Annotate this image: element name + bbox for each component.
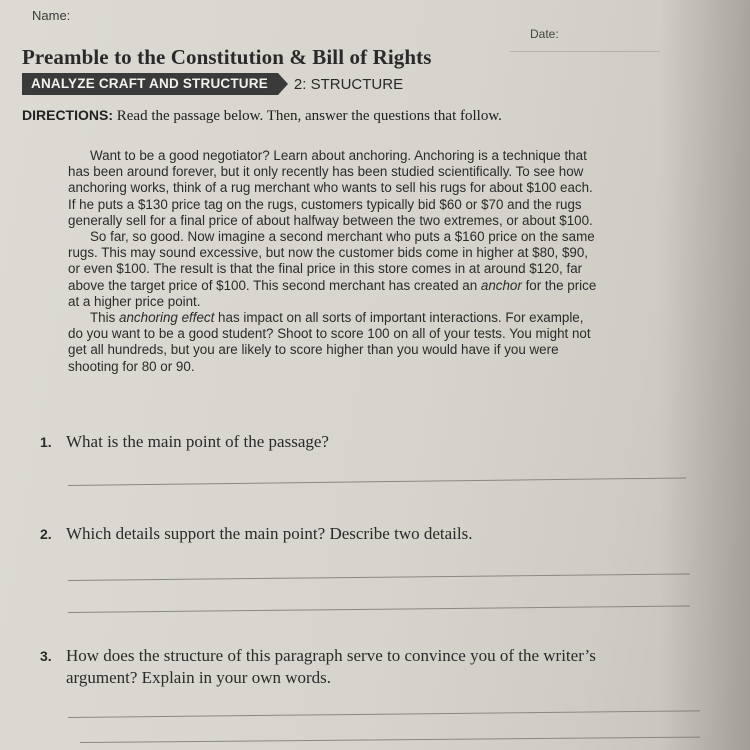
passage-text: for the price at a higher price point. (68, 277, 597, 309)
page-title: Preamble to the Constitution & Bill of Rights (22, 45, 432, 69)
passage-text: This (90, 310, 120, 326)
question-number: 3. (40, 648, 52, 664)
answer-line-3a[interactable] (68, 710, 700, 718)
date-label: Date: (530, 27, 559, 41)
answer-line-2b[interactable] (68, 605, 690, 613)
reading-passage (68, 148, 598, 375)
emphasis-anchoring-effect: anchoring effect (119, 310, 215, 326)
date-underline (510, 51, 660, 52)
question-3 (40, 645, 680, 689)
directions-text: Read the passage below. Then, answer the questions that follow. (113, 108, 502, 124)
question-2 (40, 524, 472, 544)
directions-lead: DIRECTIONS: (22, 107, 113, 123)
passage-paragraph-2 (68, 229, 598, 310)
answer-line-1[interactable] (68, 477, 686, 486)
section-banner (22, 73, 403, 95)
question-number: 1. (40, 434, 52, 450)
question-1 (40, 432, 329, 452)
name-label: Name: (32, 8, 71, 23)
passage-text: has impact on all sorts of important interactions. For example, do you want to be a good student? Shoot to score 100 on all of your tests. You might not get all hundreds, but you are likely to score higher than you would have if you were shooting for 80 or 90. (68, 310, 591, 374)
section-number: 2: STRUCTURE (293, 75, 404, 93)
passage-paragraph-1: Want to be a good negotiator? Learn about anchoring. Anchoring is a technique that has been around forever, but it only recently has been studied scientifically. To see how anchoring works, think of a rug merchant who wants to sell his rugs for about $100 each. If he puts a $130 price tag on the rugs, customers typically bid $60 or $70 and the rugs generally sell for a final price of about halfway between the two extremes, or about $100. (68, 148, 593, 228)
answer-line-3b[interactable] (80, 737, 700, 743)
passage-text: So far, so good. Now imagine a second merchant who puts a $160 price on the same rugs. This may sound excessive, but now the customer bids come in higher at $80, $90, or even $100. The result is that the final price in this store comes in at around $120, far above the target price of $100. This second merchant has created an (68, 229, 595, 293)
passage-paragraph-3 (68, 310, 598, 375)
question-number: 2. (40, 526, 52, 542)
question-text: What is the main point of the passage? (66, 432, 329, 451)
question-text: Which details support the main point? Describe two details. (66, 524, 473, 543)
arrow-icon (278, 73, 288, 95)
directions (22, 107, 502, 125)
page-shadow (660, 0, 750, 750)
question-text: How does the structure of this paragraph serve to convince you of the writer’s argument? Explain in your own words. (66, 646, 596, 687)
answer-line-2a[interactable] (68, 573, 690, 581)
section-tag: ANALYZE CRAFT AND STRUCTURE (22, 73, 278, 95)
emphasis-anchor: anchor (480, 277, 522, 293)
